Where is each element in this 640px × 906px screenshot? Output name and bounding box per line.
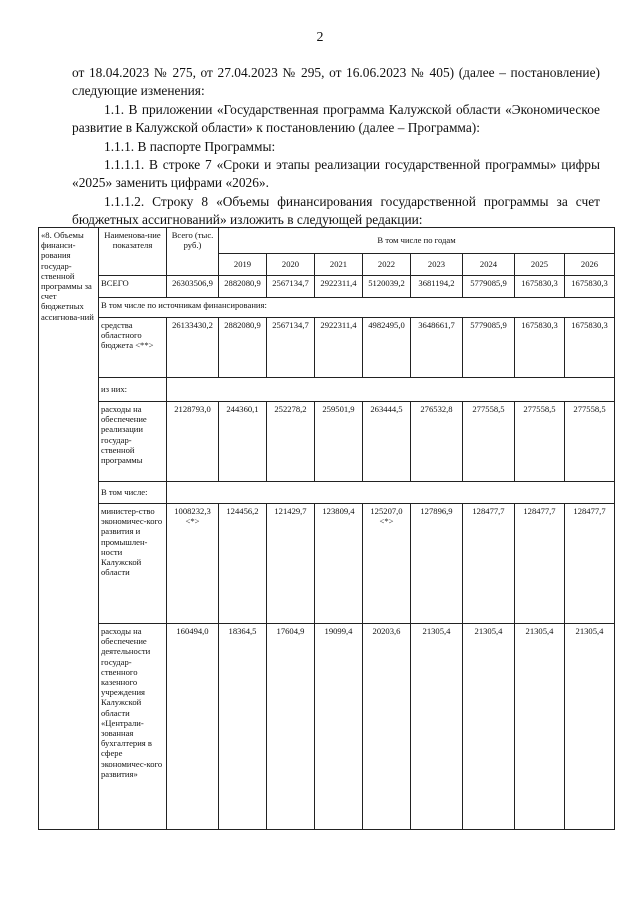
cell-value: 21305,4	[515, 624, 565, 830]
cell-value: 277558,5	[463, 402, 515, 482]
cell-value: 1675830,3	[515, 276, 565, 298]
row-label: ВСЕГО	[99, 276, 167, 298]
row-label: расходы на обеспечение реализации государ-ственной программы	[99, 402, 167, 482]
row-label: расходы на обеспечение деятельности государ-ственного казенного учреждения Калужской области «Централи-зованная бухгалтерия в сфере экономичес-кого развития»	[99, 624, 167, 830]
col-header-years-group: В том числе по годам	[219, 228, 615, 254]
table-row-of-them	[39, 378, 615, 402]
cell-value: 252278,2	[267, 402, 315, 482]
cell-value: 127896,9	[411, 504, 463, 624]
cell-value: 2922311,4	[315, 276, 363, 298]
financing-table	[38, 227, 615, 830]
col-header-total: Всего (тыс. руб.)	[167, 228, 219, 276]
cell-value: 17604,9	[267, 624, 315, 830]
year-header: 2020	[267, 254, 315, 276]
cell-value: 124456,2	[219, 504, 267, 624]
cell-value: 123809,4	[315, 504, 363, 624]
cell-value: 121429,7	[267, 504, 315, 624]
intro-paragraph-1-1: 1.1. В приложении «Государственная программа Калужской области «Экономическое развитие в Калужской области» к постановлению (далее – Программа):	[72, 101, 600, 136]
cell-value: 1675830,3	[565, 276, 615, 298]
cell-value: 20203,6	[363, 624, 411, 830]
cell-total	[167, 504, 219, 624]
cell-total: 2128793,0	[167, 402, 219, 482]
row-label-cell: «8. Объемы финанси-рования государ-ственной программы за счет бюджетных ассигнова-ний	[39, 228, 99, 830]
table-row-by-sources	[39, 298, 615, 318]
by-sources-label: В том числе по источникам финансирования:	[99, 298, 615, 318]
intro-paragraph-1-1-1: 1.1.1. В паспорте Программы:	[104, 138, 276, 154]
cell-value: 259501,9	[315, 402, 363, 482]
cell-value: 19099,4	[315, 624, 363, 830]
cell-value: 5120039,2	[363, 276, 411, 298]
cell-value: 1675830,3	[565, 318, 615, 378]
cell-value: 2922311,4	[315, 318, 363, 378]
cell-value-2022: 125207,0	[370, 506, 403, 516]
cell-value: 3681194,2	[411, 276, 463, 298]
cell-value: 263444,5	[363, 402, 411, 482]
cell-value	[363, 504, 411, 624]
cell-value: 128477,7	[463, 504, 515, 624]
cell-total-value: 1008232,3	[174, 506, 211, 516]
year-header: 2025	[515, 254, 565, 276]
cell-total: 160494,0	[167, 624, 219, 830]
including-label: В том числе:	[99, 482, 167, 504]
year-header: 2023	[411, 254, 463, 276]
year-header: 2026	[565, 254, 615, 276]
intro-line-1: от 18.04.2023 № 275, от 27.04.2023 № 295, от 16.06.2023 № 405) (далее – постановление) следующие изменения:	[72, 65, 600, 99]
cell-value: 277558,5	[565, 402, 615, 482]
cell-value: 128477,7	[565, 504, 615, 624]
year-header: 2022	[363, 254, 411, 276]
cell-value: 1675830,3	[515, 318, 565, 378]
year-header: 2019	[219, 254, 267, 276]
year-header: 2024	[463, 254, 515, 276]
table-row-implementation	[39, 402, 615, 482]
cell-total: 26303506,9	[167, 276, 219, 298]
cell-value: 5779085,9	[463, 318, 515, 378]
intro-paragraph-1-1-1-1: 1.1.1.1. В строке 7 «Сроки и этапы реализации государственной программы» цифры «2025» заменить цифрами «2026».	[72, 157, 600, 191]
cell-value: 277558,5	[515, 402, 565, 482]
intro-paragraph-1-1-1-2: 1.1.1.2. Строку 8 «Объемы финансирования государственной программы за счет бюджетных ассигнований» изложить в следующей редакции:	[72, 193, 600, 228]
table-row-including	[39, 482, 615, 504]
cell-value: 244360,1	[219, 402, 267, 482]
footnote-mark: <*>	[185, 516, 200, 527]
of-them-label: из них:	[99, 378, 167, 402]
page-number: 2	[316, 30, 324, 45]
cell-value: 21305,4	[565, 624, 615, 830]
cell-total: 26133430,2	[167, 318, 219, 378]
table-row-regional	[39, 318, 615, 378]
cell-value: 21305,4	[463, 624, 515, 830]
row-label: средства областного бюджета <**>	[99, 318, 167, 378]
cell-value: 21305,4	[411, 624, 463, 830]
row-label: министер-ство экономичес-кого развития и промышлен-ности Калужской области	[99, 504, 167, 624]
cell-value: 4982495,0	[363, 318, 411, 378]
cell-value: 3648661,7	[411, 318, 463, 378]
table-row-accounting	[39, 624, 615, 830]
table-row-vsego	[39, 276, 615, 298]
cell-value: 2882080,9	[219, 276, 267, 298]
cell-value: 128477,7	[515, 504, 565, 624]
cell-value: 2567134,7	[267, 318, 315, 378]
cell-value: 276532,8	[411, 402, 463, 482]
year-header: 2021	[315, 254, 363, 276]
footnote-mark: <*>	[379, 516, 394, 527]
table-row-ministry	[39, 504, 615, 624]
cell-value: 2567134,7	[267, 276, 315, 298]
cell-value: 18364,5	[219, 624, 267, 830]
cell-value: 2882080,9	[219, 318, 267, 378]
intro-text	[72, 64, 600, 230]
col-header-name: Наименова-ние показателя	[99, 228, 167, 276]
cell-value: 5779085,9	[463, 276, 515, 298]
